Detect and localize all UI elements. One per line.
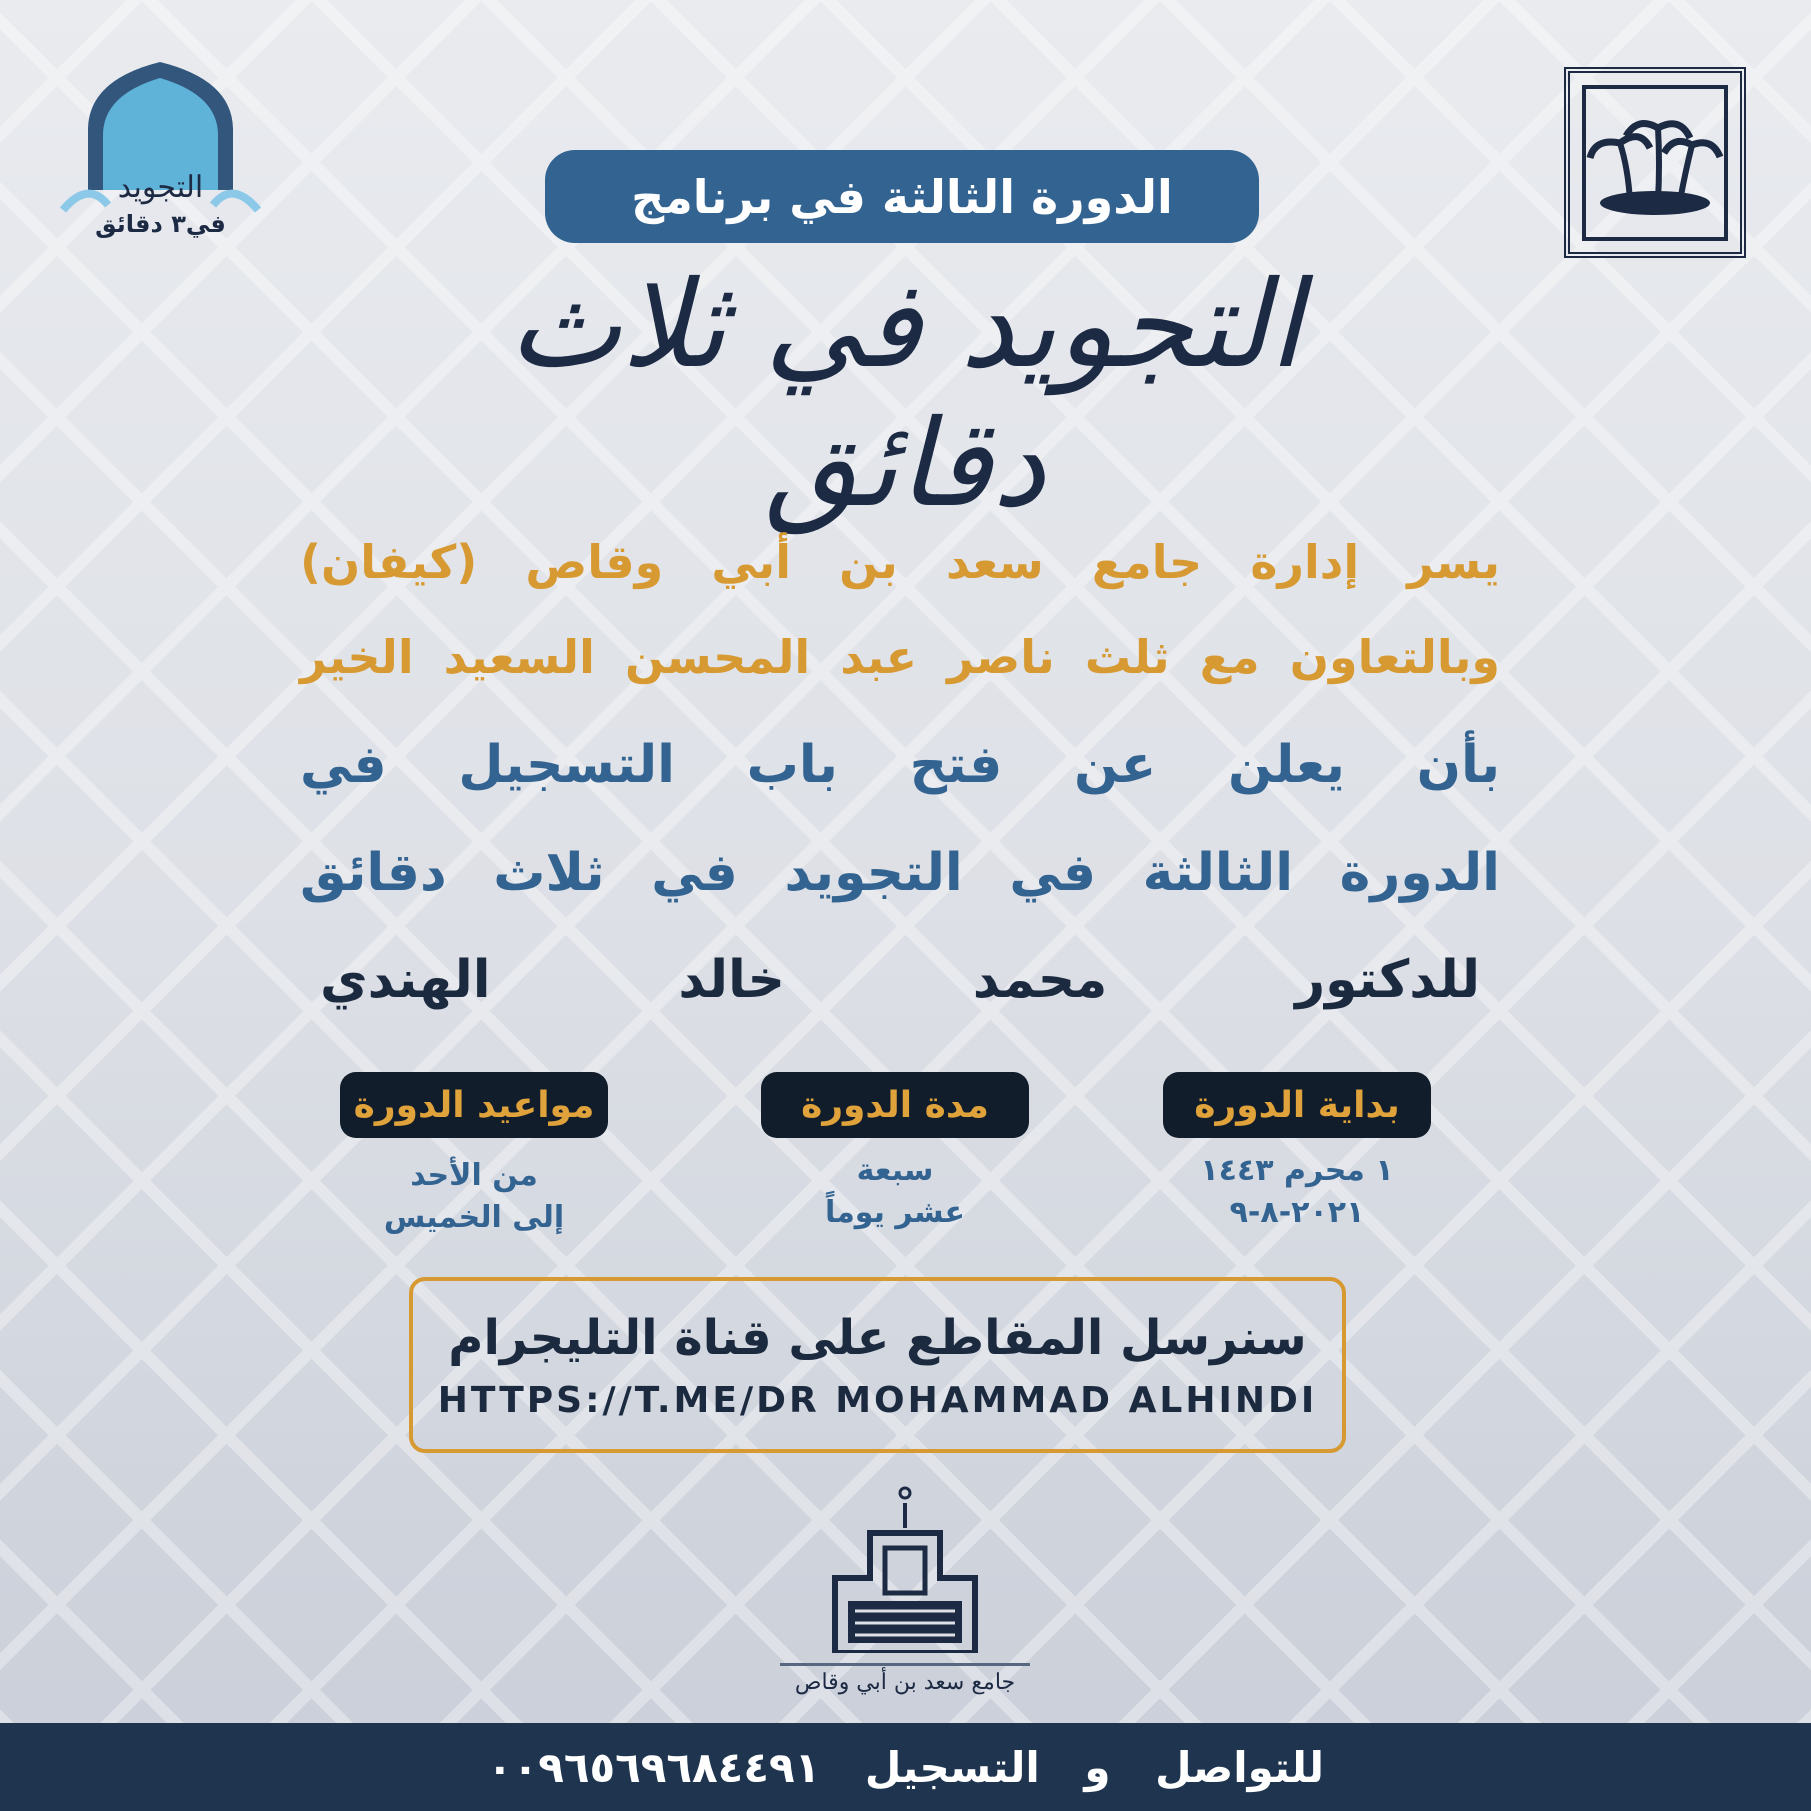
top-pill: الدورة الثالثة في برنامج <box>545 150 1259 243</box>
program-logo-text: التجويد <box>117 170 204 205</box>
start-label: بداية الدورة <box>1163 1072 1431 1138</box>
page-title: التجويد في ثلاث دقائق <box>508 256 1302 534</box>
palm-tree-icon <box>1580 83 1730 243</box>
schedule-label: مواعيد الدورة <box>340 1072 608 1138</box>
duration-line-1: سبعة <box>856 1153 934 1188</box>
announcement-line-3: بأن يعلن عن فتح باب التسجيل في <box>300 735 1500 795</box>
duration-label: مدة الدورة <box>761 1072 1029 1138</box>
telegram-link[interactable]: HTTPS://T.ME/DR MOHAMMAD ALHINDI <box>437 1379 1318 1421</box>
start-value <box>1163 1150 1431 1234</box>
announcement-line-4: الدورة الثالثة في التجويد في ثلاث دقائق <box>300 843 1500 903</box>
announcement-line-1: يسر إدارة جامع سعد بن أبي وقاص (كيفان) <box>300 535 1500 589</box>
program-logo-subtext: في٣ دقائق <box>95 210 226 238</box>
schedule-line-1: من الأحد <box>410 1158 538 1193</box>
program-logo <box>58 60 263 260</box>
start-hijri: ١ محرم ١٤٤٣ <box>1200 1153 1394 1188</box>
start-gregorian: ٢٠٢١-٨-٩ <box>1229 1195 1365 1230</box>
mosque-logo-caption: جامع سعد بن أبي وقاص <box>794 1670 1016 1695</box>
schedule-line-2: إلى الخميس <box>383 1200 565 1235</box>
telegram-box <box>409 1277 1346 1453</box>
schedule-value <box>340 1155 608 1239</box>
announcement-line-5: للدكتور محمد خالد الهندي <box>320 950 1480 1010</box>
contact-footer: للتواصل و التسجيل ٠٠٩٦٥٦٩٦٨٤٤٩١ <box>0 1723 1811 1811</box>
mosque-logo <box>780 1483 1030 1693</box>
announcement-line-2: وبالتعاون مع ثلث ناصر عبد المحسن السعيد الخير <box>300 630 1500 684</box>
telegram-title: سنرسل المقاطع على قناة التليجرام <box>448 1309 1307 1366</box>
duration-value <box>761 1150 1029 1234</box>
mosque-minaret-icon <box>780 1483 1030 1653</box>
palm-island-logo <box>1564 67 1746 258</box>
duration-line-2: عشر يوماً <box>824 1195 966 1230</box>
